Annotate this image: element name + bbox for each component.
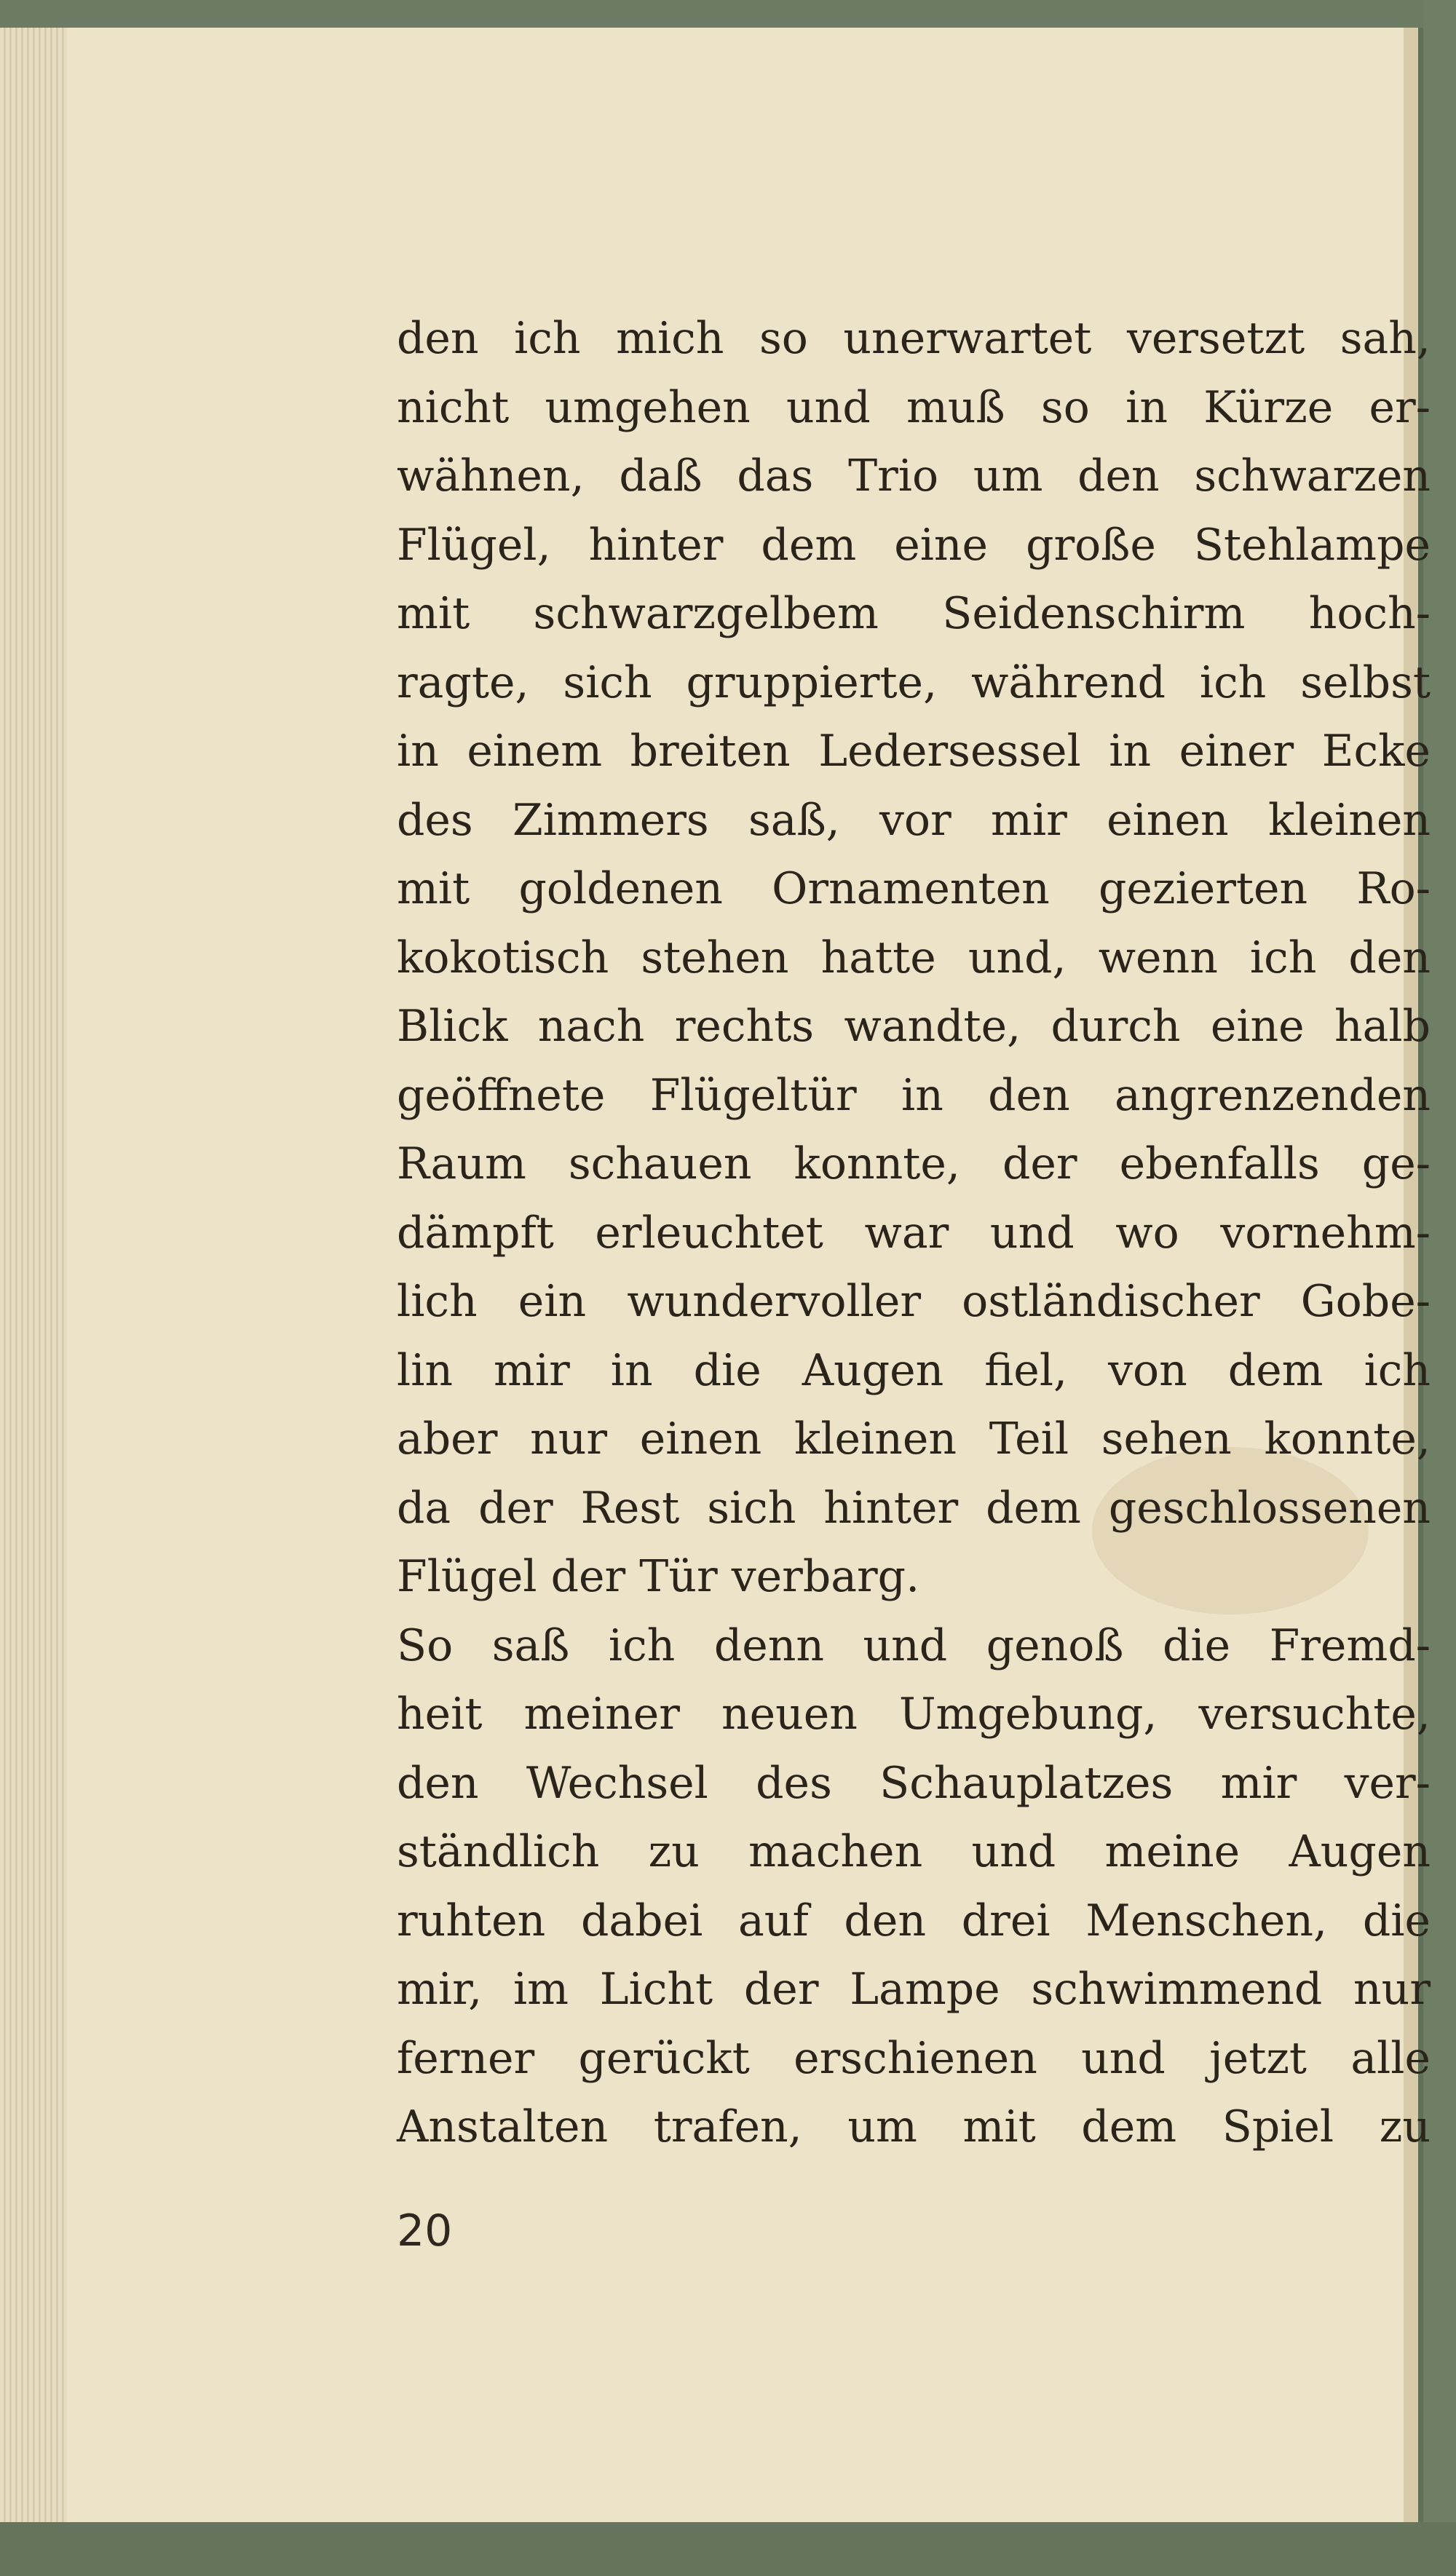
text-line: geöffnete Flügeltür in den angrenzenden: [397, 1069, 1431, 1121]
text-line: aber nur einen kleinen Teil sehen konnte,: [397, 1414, 1431, 1465]
text-line: den ich mich so unerwartet versetzt sah,: [397, 313, 1431, 364]
text-line: mit schwarzgelbem Seidenschirm hoch-: [397, 588, 1431, 639]
text-line: lich ein wundervoller ostländischer Gobe-: [397, 1276, 1431, 1327]
text-line: mir, im Licht der Lampe schwimmend nur: [397, 1964, 1431, 2015]
text-line: ferner gerückt erschienen und jetzt alle: [397, 2032, 1431, 2084]
page-number: 20: [397, 2206, 453, 2256]
text-line: mit goldenen Ornamenten gezierten Ro-: [397, 863, 1431, 914]
text-line: Blick nach rechts wandte, durch eine halb: [397, 1001, 1431, 1052]
text-line: des Zimmers saß, vor mir einen kleinen: [397, 794, 1431, 846]
book-cover-top-edge: [0, 0, 1456, 28]
text-line: lin mir in die Augen fiel, von dem ich: [397, 1344, 1431, 1396]
text-line: kokotisch stehen hatte und, wenn ich den: [397, 932, 1431, 983]
text-line: in einem breiten Ledersessel in einer Ecke: [397, 726, 1431, 777]
text-line: den Wechsel des Schauplatzes mir ver-: [397, 1757, 1431, 1809]
text-line: wähnen, daß das Trio um den schwarzen: [397, 451, 1431, 502]
text-line: nicht umgehen und muß so in Kürze er-: [397, 381, 1431, 433]
text-line: da der Rest sich hinter dem geschlossenen: [397, 1482, 1431, 1534]
text-line: ruhten dabei auf den drei Menschen, die: [397, 1895, 1431, 1946]
book-cover-bottom-edge: [0, 2522, 1456, 2576]
text-line: Flügel, hinter dem eine große Stehlampe: [397, 519, 1431, 571]
text-line: Anstalten trafen, um mit dem Spiel zu: [397, 2101, 1431, 2152]
text-line: Raum schauen konnte, der ebenfalls ge-: [397, 1138, 1431, 1189]
text-line: dämpft erleuchtet war und wo vornehm-: [397, 1207, 1431, 1259]
text-line: heit meiner neuen Umgebung, versuchte,: [397, 1689, 1431, 1740]
text-line: So saß ich denn und genoß die Fremd-: [397, 1620, 1431, 1671]
body-text: [397, 304, 1431, 2162]
text-line-paragraph-end: Flügel der Tür verbarg.: [397, 1551, 920, 1602]
text-line: ständlich zu machen und meine Augen: [397, 1826, 1431, 1877]
page-stack-edge: [0, 28, 67, 2522]
text-line: ragte, sich gruppierte, während ich selbst: [397, 657, 1431, 708]
